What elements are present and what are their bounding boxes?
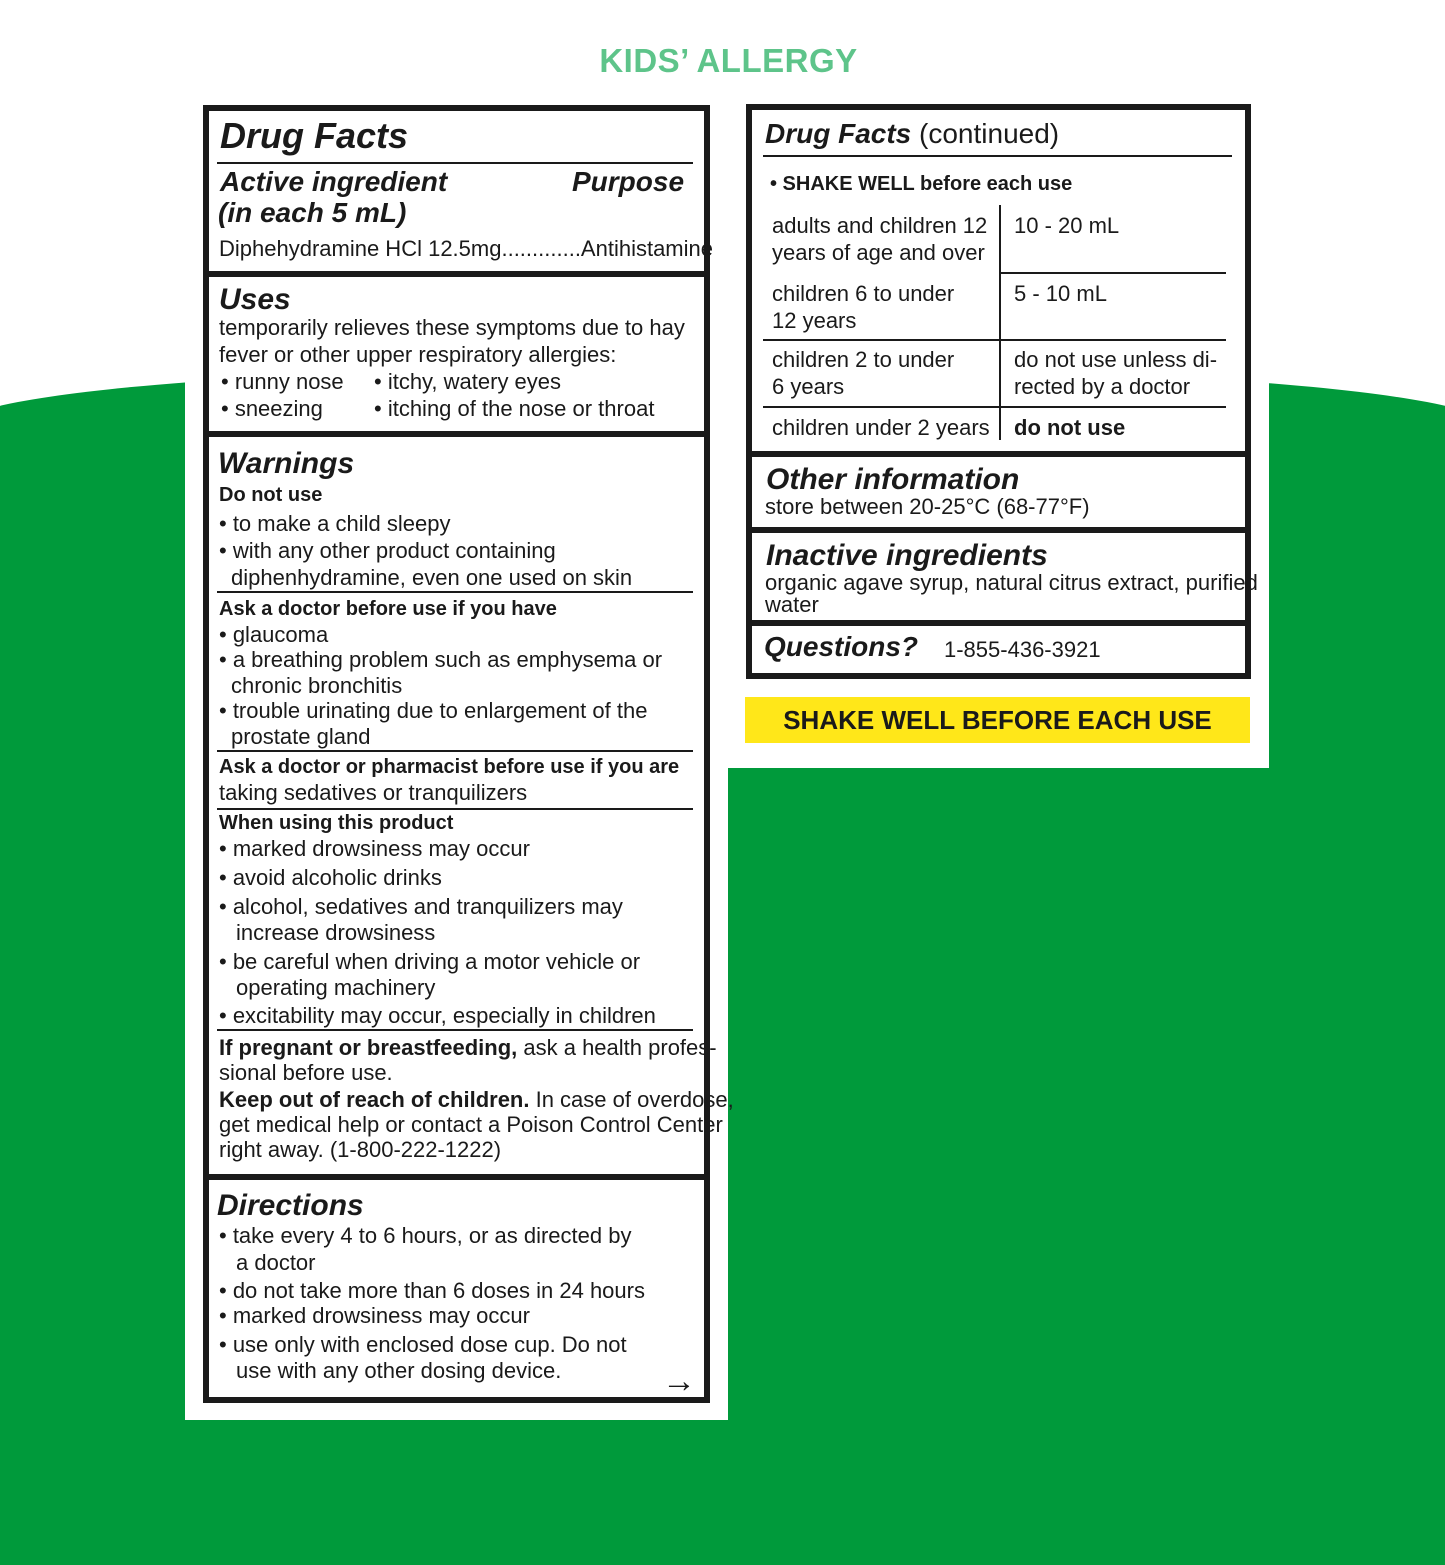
- warning-bullet: • with any other product containing: [219, 538, 556, 563]
- table-row-divider: [999, 272, 1226, 274]
- uses-bullet: • sneezing: [221, 396, 323, 421]
- table-column-divider: [999, 205, 1001, 440]
- active-ingredient-line: Diphehydramine HCl 12.5mg.............Antihistamine: [219, 236, 713, 261]
- dosing-age: children 6 to under: [772, 281, 955, 306]
- dosing-amount: rected by a doctor: [1014, 374, 1191, 399]
- section-divider: [209, 431, 704, 437]
- direction-bullet: • marked drowsiness may occur: [219, 1303, 530, 1328]
- divider: [217, 162, 693, 164]
- warning-bullet-cont: increase drowsiness: [236, 920, 436, 945]
- dosing-amount: do not use: [1014, 415, 1126, 440]
- questions-phone: 1-855-436-3921: [944, 637, 1101, 662]
- drug-facts-title: Drug Facts: [220, 115, 409, 156]
- keep-out-warning-cont: get medical help or contact a Poison Control Center: [219, 1112, 723, 1137]
- section-divider: [752, 451, 1245, 457]
- section-divider: [752, 620, 1245, 626]
- dosing-age: 6 years: [772, 374, 845, 399]
- warning-bullet: • avoid alcoholic drinks: [219, 865, 442, 890]
- warning-bullet: • alcohol, sedatives and tranquilizers may: [219, 894, 623, 919]
- ask-pharmacist-heading: Ask a doctor or pharmacist before use if you are: [219, 756, 680, 778]
- uses-bullet: • itching of the nose or throat: [374, 396, 655, 421]
- warning-bullet: • be careful when driving a motor vehicle or: [219, 949, 641, 974]
- divider: [217, 808, 693, 810]
- drug-facts-continued-title: Drug Facts (continued): [765, 118, 1060, 149]
- warning-bullet: • a breathing problem such as emphysema or: [219, 647, 663, 672]
- direction-bullet-cont: use with any other dosing device.: [236, 1358, 562, 1383]
- divider: [217, 750, 693, 752]
- direction-bullet-cont: a doctor: [236, 1250, 316, 1275]
- directions-heading: Directions: [217, 1189, 364, 1222]
- purpose-heading: Purpose: [572, 166, 685, 197]
- dosing-age: 12 years: [772, 308, 857, 333]
- warning-bullet: • to make a child sleepy: [219, 511, 451, 536]
- shake-well-banner: SHAKE WELL BEFORE EACH USE: [745, 697, 1250, 743]
- warning-bullet-cont: chronic bronchitis: [231, 673, 403, 698]
- do-not-use-heading: Do not use: [219, 484, 323, 506]
- inactive-ingredients-heading: Inactive ingredients: [766, 539, 1048, 572]
- warning-bullet-cont: operating machinery: [236, 975, 436, 1000]
- questions-heading: Questions?: [764, 631, 919, 662]
- dosing-age: adults and children 12: [772, 213, 988, 238]
- warning-text: taking sedatives or tranquilizers: [219, 780, 528, 805]
- warnings-heading: Warnings: [218, 447, 355, 480]
- uses-text: temporarily relieves these symptoms due to hay: [219, 315, 685, 340]
- product-title: KIDS’ ALLERGY: [599, 42, 858, 79]
- warning-bullet: • marked drowsiness may occur: [219, 836, 530, 861]
- divider: [217, 1029, 693, 1031]
- divider: [763, 155, 1232, 157]
- when-using-heading: When using this product: [219, 812, 454, 834]
- dosing-amount: do not use unless di-: [1014, 347, 1218, 372]
- direction-bullet: • take every 4 to 6 hours, or as directed by: [219, 1223, 632, 1248]
- warning-bullet-cont: prostate gland: [231, 724, 371, 749]
- other-information-heading: Other information: [766, 463, 1020, 496]
- inactive-ingredients-text: organic agave syrup, natural citrus extract, purified: [765, 570, 1258, 595]
- dosing-amount: 10 - 20 mL: [1014, 213, 1120, 238]
- other-information-text: store between 20-25°C (68-77°F): [765, 494, 1090, 519]
- dosing-amount: 5 - 10 mL: [1014, 281, 1107, 306]
- uses-text: fever or other upper respiratory allergies:: [219, 342, 617, 367]
- active-ingredient-subheading: (in each 5 mL): [218, 197, 407, 228]
- dosing-age: years of age and over: [772, 240, 985, 265]
- table-row-divider: [763, 339, 1226, 341]
- section-divider: [209, 1174, 704, 1180]
- keep-out-warning-cont: right away. (1-800-222-1222): [219, 1137, 502, 1162]
- direction-bullet: • use only with enclosed dose cup. Do not: [219, 1332, 627, 1357]
- inactive-ingredients-text: water: [765, 592, 819, 617]
- divider: [217, 591, 693, 593]
- warning-bullet: • glaucoma: [219, 622, 329, 647]
- direction-bullet: • do not take more than 6 doses in 24 hours: [219, 1278, 645, 1303]
- warning-bullet: • excitability may occur, especially in children: [219, 1003, 656, 1028]
- keep-out-warning: Keep out of reach of children. In case of overdose,: [219, 1087, 734, 1112]
- pregnancy-warning-cont: sional before use.: [219, 1060, 393, 1085]
- active-ingredient-heading: Active ingredient: [220, 166, 448, 197]
- dosing-age: children 2 to under: [772, 347, 955, 372]
- table-row-divider: [763, 406, 1226, 408]
- warning-bullet-cont: diphenhydramine, even one used on skin: [231, 565, 633, 590]
- section-divider: [752, 527, 1245, 533]
- warning-bullet: • trouble urinating due to enlargement of the: [219, 698, 648, 723]
- pregnancy-warning: If pregnant or breastfeeding, ask a health profes-: [219, 1035, 717, 1060]
- uses-bullet: • runny nose: [221, 369, 344, 394]
- ask-doctor-heading: Ask a doctor before use if you have: [219, 598, 557, 620]
- dosing-age: children under 2 years: [772, 415, 990, 440]
- uses-bullet: • itchy, watery eyes: [374, 369, 562, 394]
- continue-arrow-icon: →: [662, 1362, 696, 1400]
- section-divider: [209, 271, 704, 277]
- shake-well-note: • SHAKE WELL before each use: [770, 173, 1073, 195]
- uses-heading: Uses: [219, 283, 291, 316]
